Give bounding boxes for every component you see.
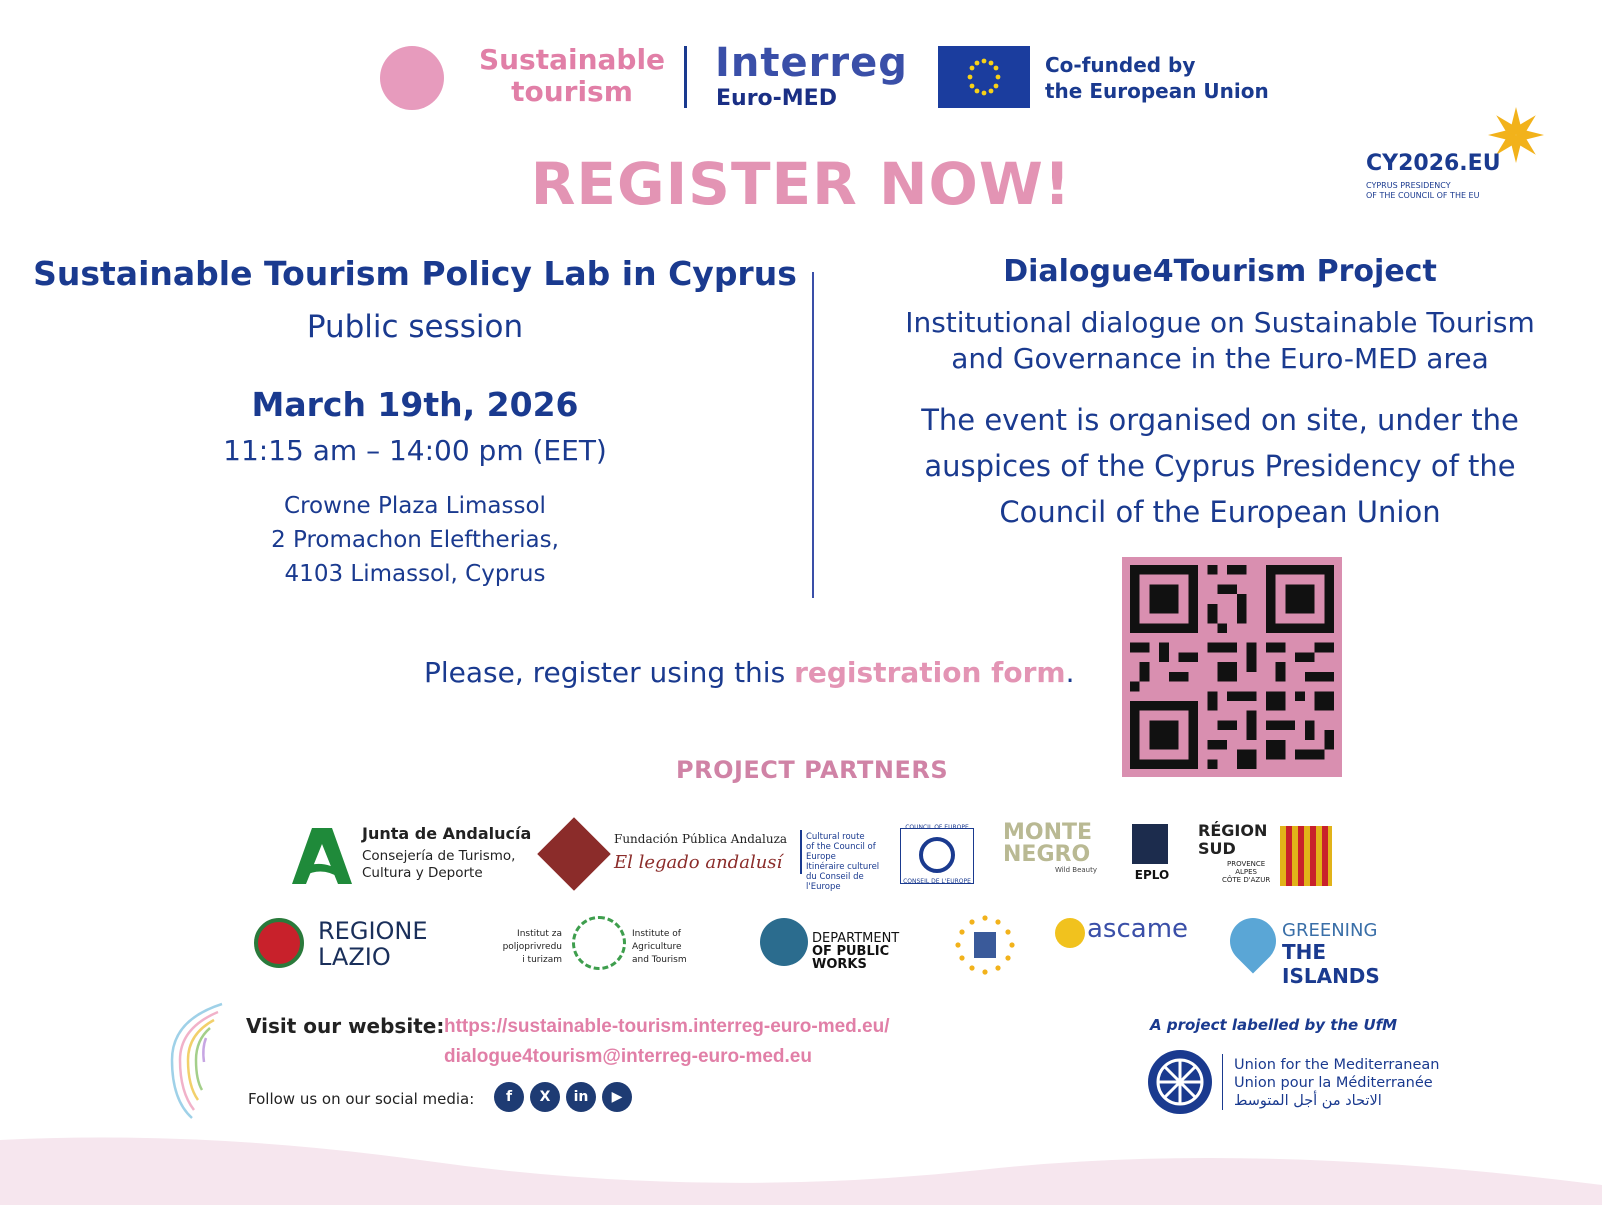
region-sud-flag-icon (1280, 826, 1332, 886)
junta-andalucia-mark-icon (292, 828, 352, 884)
regione-lazio-logo: REGIONE LAZIO (254, 914, 434, 974)
legado-andalusi-logo: Fundación Pública Andaluza El legado andalusí (548, 822, 776, 886)
montenegro-logo: MONTE NEGRO Wild Beauty (1003, 820, 1097, 874)
iapt-seal-icon (572, 916, 626, 970)
registration-qr-code[interactable] (1122, 557, 1342, 777)
greening-the-islands-logo: GREENING THE ISLANDS (1230, 914, 1400, 974)
region-sud-logo: RÉGION SUD PROVENCE ALPES CÔTE D'AZUR (1198, 822, 1338, 888)
project-title: Dialogue4Tourism Project (1003, 254, 1437, 289)
council-of-europe-logo: Cultural route of the Council of Europe Itinéraire culturel du Conseil de l'Europe COUNCIL OF EUROPE CONSEIL DE L'EUROPE (800, 824, 1000, 888)
ufm-name: Union for the Mediterranean Union pour la Méditerranée الاتحاد من أجل المتوسط (1234, 1057, 1440, 1109)
fingerprint-leaf-icon (162, 1000, 232, 1120)
linkedin-icon[interactable]: in (566, 1082, 596, 1112)
event-time: 11:15 am – 14:00 pm (EET) (223, 434, 607, 467)
event-auspices: The event is organised on site, under the auspices of the Cyprus Presidency of the Council of the European Union (921, 403, 1519, 529)
registration-cta: Please, register using this registration form. (424, 656, 1075, 689)
ufm-label: A project labelled by the UfM (1150, 1016, 1398, 1034)
website-label: Visit our website: (246, 1014, 445, 1038)
header-divider (684, 46, 687, 108)
lazio-crest-icon (254, 918, 304, 968)
department-public-works-logo: DEPARTMENT OF PUBLIC WORKS (760, 914, 940, 974)
euromed-wordmark: Euro-MED (716, 86, 837, 111)
event-title: Sustainable Tourism Policy Lab in Cyprus (33, 254, 797, 293)
ufm-emblem-icon (1148, 1050, 1212, 1114)
eu-flag-icon (938, 46, 1030, 108)
crest-stars-icon (952, 912, 1018, 978)
event-venue: Crowne Plaza Limassol 2 Promachon Eleftherias, 4103 Limassol, Cyprus (271, 493, 559, 587)
ufm-divider (1222, 1054, 1223, 1110)
email-link[interactable]: dialogue4tourism@interreg-euro-med.eu (444, 1046, 812, 1067)
facebook-icon[interactable]: f (494, 1082, 524, 1112)
interreg-wordmark: Interreg (715, 40, 908, 86)
partners-heading: PROJECT PARTNERS (676, 756, 949, 784)
project-subtitle: Institutional dialogue on Sustainable Tourism and Governance in the Euro-MED area (905, 306, 1535, 375)
cy2026-subtitle: CYPRUS PRESIDENCY OF THE COUNCIL OF THE EU (1366, 181, 1480, 200)
registration-form-link[interactable]: registration form (794, 656, 1066, 689)
ascame-mark-icon (1055, 918, 1085, 948)
eplo-logo: EPLO (1128, 824, 1176, 890)
legado-star-icon (537, 817, 611, 891)
ascame-logo: ascame (1055, 914, 1195, 974)
event-date: March 19th, 2026 (251, 385, 579, 424)
junta-andalucia-logo: Junta de Andalucía Consejería de Turismo, Cultura y Deporte (292, 824, 532, 886)
register-now-headline: REGISTER NOW! (530, 150, 1072, 218)
social-label: Follow us on our social media: (248, 1090, 475, 1108)
x-icon[interactable]: X (530, 1082, 560, 1112)
sustainable-tourism-wordmark: Sustainable tourism (478, 43, 666, 108)
institute-agriculture-tourism-logo: Institut za poljoprivredu i turizam Institute of Agriculture and Tourism (462, 914, 732, 974)
footer-wave (0, 1130, 1602, 1205)
water-drop-icon (1220, 908, 1285, 973)
cy2026-wordmark: CY2026.EU (1366, 151, 1501, 176)
dpw-road-icon (760, 918, 808, 966)
website-link[interactable]: https://sustainable-tourism.interreg-euro-med.eu/ (444, 1016, 890, 1037)
project-details (860, 254, 1580, 535)
event-details (20, 254, 810, 591)
social-icons (494, 1082, 634, 1116)
council-of-europe-emblem-icon (900, 828, 974, 884)
youtube-icon[interactable]: ▶ (602, 1082, 632, 1112)
column-divider (812, 272, 814, 598)
sustainable-tourism-logo-icon (380, 46, 444, 110)
session-type: Public session (306, 309, 524, 345)
eplo-shield-icon (1132, 824, 1168, 864)
cofunded-label: Co-funded by the European Union (1045, 53, 1269, 103)
